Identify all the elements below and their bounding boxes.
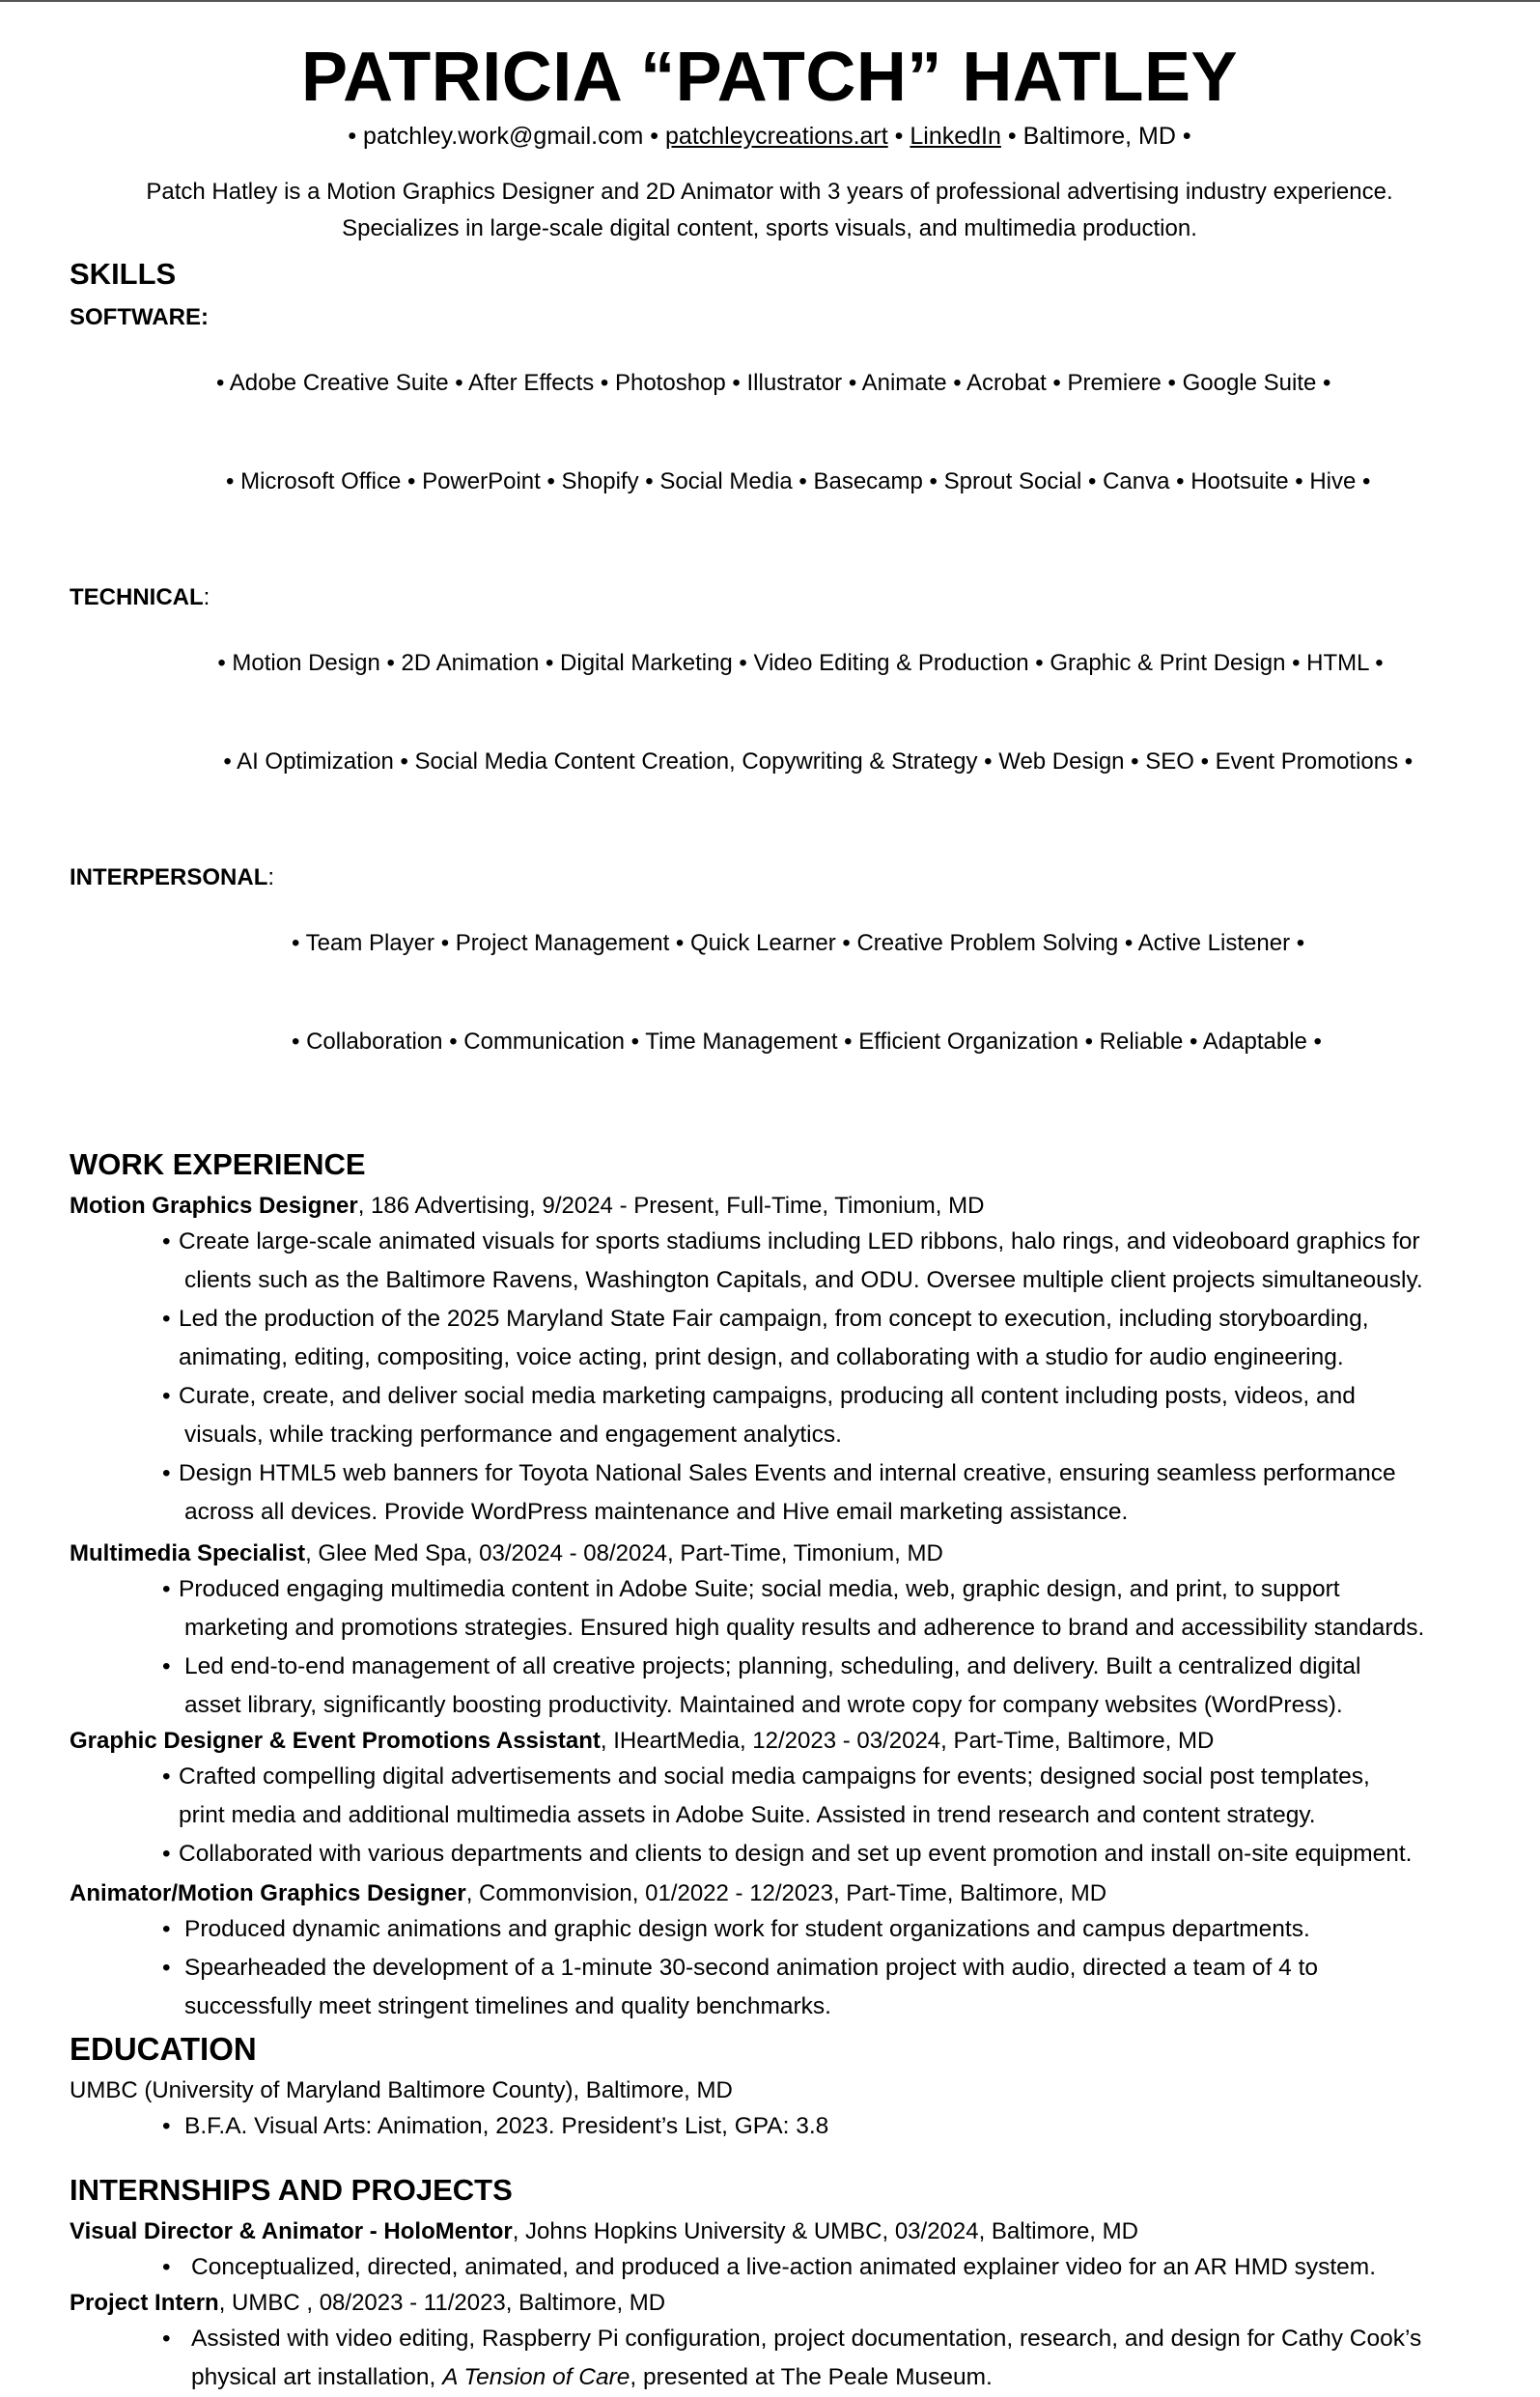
bullet: • <box>348 123 357 150</box>
job-header <box>70 1537 1470 1570</box>
technical-list <box>217 581 1413 844</box>
bullet-text: Design HTML5 web banners for Toyota National Sales Events and internal creative, ensuring seamless performance <box>179 1460 1396 1486</box>
bullet-dot: • <box>162 1653 171 1679</box>
education-heading: EDUCATION <box>70 2031 257 2067</box>
artwork-title: A Tension of Care <box>442 2364 630 2390</box>
linkedin-link[interactable]: LinkedIn <box>910 123 1001 150</box>
list-item <box>70 1223 1470 1300</box>
bullet-dot: • <box>162 1383 171 1409</box>
bullet-text: across all devices. Provide WordPress maintenance and Hive email marketing assistance. <box>184 1499 1129 1525</box>
bullet: • <box>1007 123 1017 150</box>
bullet-dot: • <box>162 1228 171 1255</box>
bullet-text-part: physical art installation, <box>191 2364 443 2390</box>
job-title: Graphic Designer & Event Promotions Assistant <box>70 1728 601 1754</box>
project-title: Visual Director & Animator - HoloMentor <box>70 2218 513 2244</box>
software-label: SOFTWARE: <box>70 304 209 330</box>
job-title: Animator/Motion Graphics Designer <box>70 1880 466 1906</box>
candidate-name: PATRICIA “PATCH” HATLEY <box>300 39 1239 116</box>
list-item <box>70 1454 1470 1532</box>
bullet-text: Assisted with video editing, Raspberry Pi configuration, project documentation, research, and design for Cathy Cook’s <box>191 2326 1422 2352</box>
list-item <box>70 1648 1470 1725</box>
list-item <box>70 1300 1470 1377</box>
software-list <box>216 301 1370 564</box>
job-details: , Commonvision, 01/2022 - 12/2023, Part-Time, Baltimore, MD <box>465 1880 1107 1906</box>
skill-line: • Team Player • Project Management • Quick Learner • Creative Problem Solving • Active Listener • <box>292 930 1305 956</box>
bullet-dot: • <box>162 2113 171 2139</box>
interpersonal-label <box>70 861 274 1124</box>
bullet-text: Led the production of the 2025 Maryland State Fair campaign, from concept to execution, including storyboarding, <box>179 1306 1369 1332</box>
bullet-text: asset library, significantly boosting productivity. Maintained and wrote copy for company websites (WordPress). <box>184 1692 1343 1718</box>
bullet-text: Collaborated with various departments and clients to design and set up event promotion and install on-site equipment. <box>179 1841 1413 1867</box>
work-section <box>70 1145 1470 2026</box>
job-header <box>70 1725 1470 1758</box>
bullet-text: print media and additional multimedia assets in Adobe Suite. Assisted in trend research and content strategy. <box>179 1802 1316 1828</box>
job-bullets <box>70 1223 1470 1532</box>
skill-line: • Adobe Creative Suite • After Effects • Photoshop • Illustrator • Animate • Acrobat • Premiere • Google Suite • <box>216 370 1331 396</box>
bullet-text-part: , presented at The Peale Museum. <box>630 2364 993 2390</box>
job-bullets <box>70 1758 1470 1874</box>
colon: : <box>203 584 210 610</box>
interpersonal-list <box>292 861 1322 1124</box>
job-details: , IHeartMedia, 12/2023 - 03/2024, Part-Time, Baltimore, MD <box>600 1728 1215 1754</box>
technical-skills <box>70 581 1470 844</box>
skill-line: • Motion Design • 2D Animation • Digital Marketing • Video Editing & Production • Graphic & Print Design • HTML • <box>217 650 1384 676</box>
bullet-dot: • <box>162 1955 171 1981</box>
project-bullets <box>70 2320 1470 2397</box>
skills-section <box>70 255 1470 1124</box>
bullet-text: Curate, create, and deliver social media marketing campaigns, producing all content including posts, videos, and <box>179 1383 1356 1409</box>
bullet-dot: • <box>162 1763 171 1790</box>
list-item <box>70 1377 1470 1454</box>
list-item <box>70 1949 1470 2026</box>
school: UMBC (University of Maryland Baltimore County), Baltimore, MD <box>70 2077 733 2103</box>
bullet-dot: • <box>162 1576 171 1602</box>
bullet-text: Conceptualized, directed, animated, and produced a live-action animated explainer video for an AR HMD system. <box>191 2254 1377 2280</box>
job-details: , 186 Advertising, 9/2024 - Present, Full-Time, Timonium, MD <box>357 1193 985 1219</box>
contact-line <box>70 120 1470 153</box>
bullet-text: Crafted compelling digital advertisements and social media campaigns for events; designed social post templates, <box>179 1763 1370 1790</box>
bullet: • <box>894 123 904 150</box>
bullet-text: B.F.A. Visual Arts: Animation, 2023. President’s List, GPA: 3.8 <box>184 2113 829 2139</box>
email: patchley.work@gmail.com <box>363 123 644 150</box>
bullet-text <box>191 2358 1470 2397</box>
bullet-dot: • <box>162 1460 171 1486</box>
list-item <box>70 2248 1470 2287</box>
project-header <box>70 2287 1470 2320</box>
technical-label-text: TECHNICAL <box>70 584 204 610</box>
bullet: • <box>1182 123 1191 150</box>
list-item <box>70 1758 1470 1835</box>
job-bullets <box>70 1910 1470 2026</box>
bullet-text: Led end-to-end management of all creative projects; planning, scheduling, and delivery. Built a centralized digital <box>184 1653 1361 1679</box>
resume-page <box>70 39 1470 2397</box>
bullet-dot: • <box>162 1916 171 1942</box>
internships-section <box>70 2171 1470 2397</box>
project-details: , UMBC , 08/2023 - 11/2023, Baltimore, MD <box>218 2290 666 2316</box>
location: Baltimore, MD <box>1022 123 1176 150</box>
bullet-text: Create large-scale animated visuals for sports stadiums including LED ribbons, halo rings, and videoboard graphics for <box>179 1228 1420 1255</box>
skills-heading: SKILLS <box>70 257 177 291</box>
software-skills <box>70 301 1470 564</box>
interpersonal-skills <box>70 861 1470 1124</box>
skill-line: • AI Optimization • Social Media Content Creation, Copywriting & Strategy • Web Design • SEO • Event Promotions • <box>223 748 1414 775</box>
project-details: , Johns Hopkins University & UMBC, 03/2024, Baltimore, MD <box>512 2218 1138 2244</box>
interpersonal-label-text: INTERPERSONAL <box>70 864 268 890</box>
bullet-text: clients such as the Baltimore Ravens, Washington Capitals, and ODU. Oversee multiple client projects simultaneously. <box>184 1267 1423 1293</box>
job-details: , Glee Med Spa, 03/2024 - 08/2024, Part-Time, Timonium, MD <box>305 1540 943 1566</box>
bullet-dot: • <box>162 1841 171 1867</box>
bullet-text: visuals, while tracking performance and engagement analytics. <box>184 1422 842 1448</box>
bullet-dot: • <box>162 1306 171 1332</box>
education-section <box>70 2030 1470 2146</box>
bullet-text: Spearheaded the development of a 1-minute 30-second animation project with audio, directed a team of 4 to <box>184 1955 1319 1981</box>
bullet-text: Produced dynamic animations and graphic design work for student organizations and campus departments. <box>184 1916 1310 1942</box>
summary <box>70 174 1470 247</box>
job-header <box>70 1877 1470 1910</box>
bullet-dot: • <box>162 2326 171 2352</box>
project-header <box>70 2215 1470 2248</box>
bullet-text: successfully meet stringent timelines and quality benchmarks. <box>184 1993 831 2019</box>
bullet-text: animating, editing, compositing, voice acting, print design, and collaborating with a studio for audio engineering. <box>179 1344 1344 1370</box>
summary-line: Patch Hatley is a Motion Graphics Designer and 2D Animator with 3 years of professional advertising industry experience. <box>146 179 1393 205</box>
project-bullets <box>70 2248 1470 2287</box>
colon: : <box>267 864 275 890</box>
education-bullets <box>70 2107 1470 2146</box>
bullet-text: marketing and promotions strategies. Ensured high quality results and adherence to brand and accessibility standards. <box>184 1615 1425 1641</box>
top-border <box>0 0 1540 2</box>
skill-line: • Collaboration • Communication • Time Management • Efficient Organization • Reliable • Adaptable • <box>292 1029 1322 1055</box>
bullet: • <box>650 123 659 150</box>
bullet-text: Produced engaging multimedia content in Adobe Suite; social media, web, graphic design, and print, to support <box>179 1576 1340 1602</box>
work-heading: WORK EXPERIENCE <box>70 1147 366 1181</box>
summary-line: Specializes in large-scale digital content, sports visuals, and multimedia production. <box>342 215 1197 241</box>
project-title: Project Intern <box>70 2290 219 2316</box>
list-item <box>70 1835 1470 1874</box>
list-item <box>70 1570 1470 1648</box>
website-link[interactable]: patchleycreations.art <box>665 123 888 150</box>
list-item <box>70 2320 1470 2397</box>
job-title: Multimedia Specialist <box>70 1540 306 1566</box>
internships-heading: INTERNSHIPS AND PROJECTS <box>70 2173 513 2207</box>
list-item <box>70 2107 1470 2146</box>
job-title: Motion Graphics Designer <box>70 1193 358 1219</box>
job-bullets <box>70 1570 1470 1725</box>
technical-label <box>70 581 210 844</box>
skill-line: • Microsoft Office • PowerPoint • Shopify • Social Media • Basecamp • Sprout Social • Canva • Hootsuite • Hive • <box>226 468 1371 494</box>
bullet-dot: • <box>162 2254 171 2280</box>
job-header <box>70 1190 1470 1223</box>
list-item <box>70 1910 1470 1949</box>
